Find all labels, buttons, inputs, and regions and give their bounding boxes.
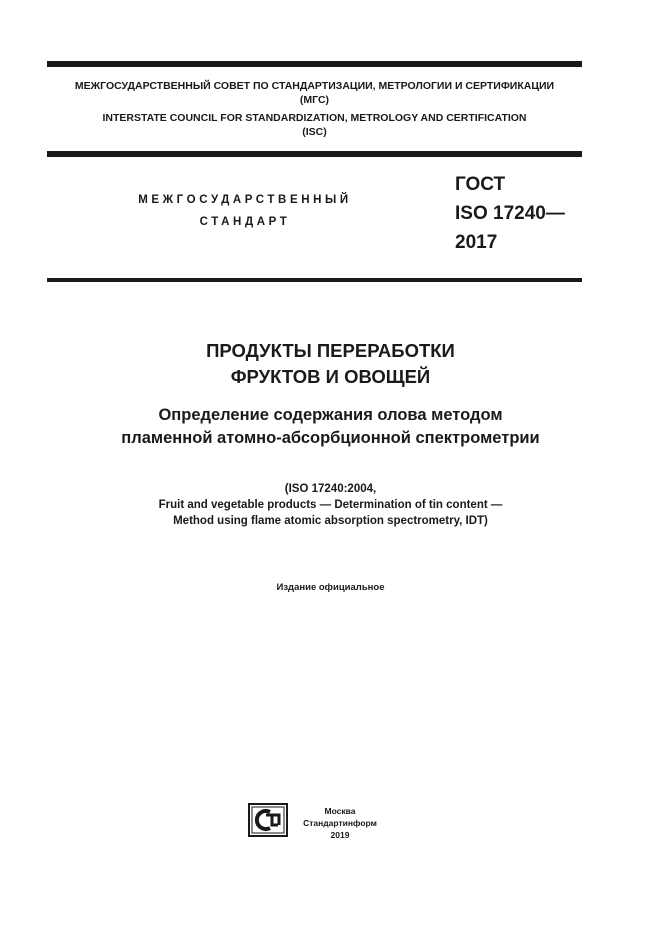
standartinform-logo-icon	[248, 803, 288, 837]
standard-type-line-1: МЕЖГОСУДАРСТВЕННЫЙ	[138, 194, 352, 206]
council-ru-line-1: МЕЖГОСУДАРСТВЕННЫЙ СОВЕТ ПО СТАНДАРТИЗАЦИИ, МЕТРОЛОГИИ И СЕРТИФИКАЦИИ	[74, 80, 555, 92]
designation-gost: ГОСТ	[455, 174, 506, 195]
document-title	[0, 338, 661, 390]
title-line-2: ФРУКТОВ И ОВОЩЕЙ	[230, 366, 431, 387]
standard-type-line-2: СТАНДАРТ	[199, 216, 291, 228]
standard-designation	[455, 170, 565, 257]
title-line-1: ПРОДУКТЫ ПЕРЕРАБОТКИ	[206, 340, 455, 361]
council-ru-abbrev: (МГС)	[299, 94, 330, 106]
iso-reference-line-1: (ISO 17240:2004,	[284, 483, 377, 495]
council-name-ru	[47, 79, 582, 107]
publisher-year: 2019	[330, 830, 350, 840]
document-subtitle	[0, 404, 661, 450]
publisher-city: Москва	[324, 806, 356, 816]
designation-number: ISO 17240—	[455, 203, 565, 224]
council-name-en	[47, 111, 582, 139]
subtitle-line-2: пламенной атомно-абсорбционной спектрометрии	[121, 429, 540, 447]
publisher-block	[300, 805, 380, 841]
iso-reference-line-3: Method using flame atomic absorption spectrometry, IDT)	[173, 515, 488, 527]
council-en-abbrev: (ISC)	[302, 126, 327, 138]
designation-year: 2017	[455, 232, 498, 253]
top-rule	[47, 61, 582, 67]
publisher-name: Стандартинформ	[303, 818, 377, 828]
subtitle-line-1: Определение содержания олова методом	[158, 406, 503, 424]
council-en-line-1: INTERSTATE COUNCIL FOR STANDARDIZATION, METROLOGY AND CERTIFICATION	[102, 112, 527, 124]
header-bottom-rule	[47, 151, 582, 157]
iso-reference	[0, 481, 661, 529]
iso-reference-line-2: Fruit and vegetable products — Determination of tin content —	[158, 499, 503, 511]
standard-type	[100, 189, 390, 233]
designation-bottom-rule	[47, 278, 582, 282]
edition-label: Издание официальное	[276, 582, 385, 593]
